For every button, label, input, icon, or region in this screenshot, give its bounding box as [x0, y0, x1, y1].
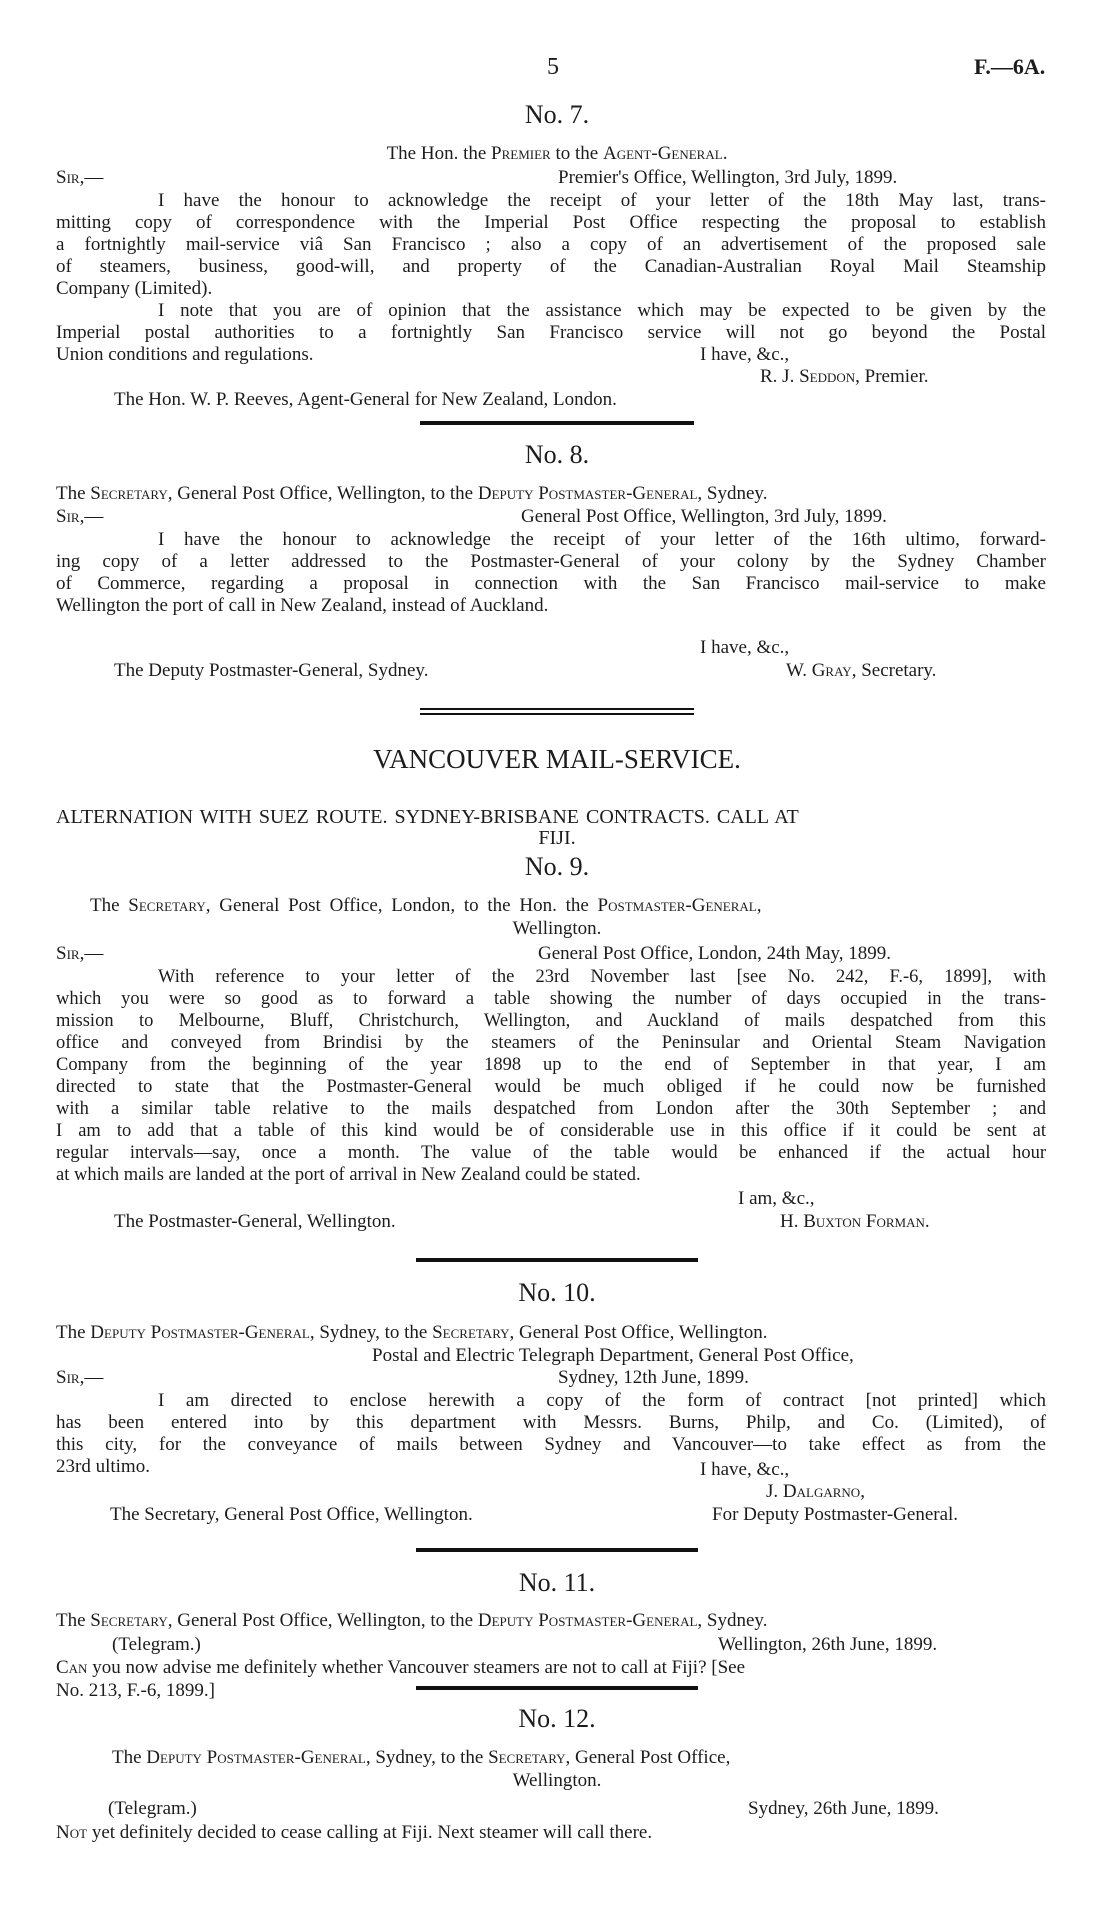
- letter-9-route-line-2: Wellington.: [512, 918, 602, 939]
- letter-10-addressee: The Secretary, General Post Office, Wellington.: [110, 1504, 473, 1525]
- body-line: of steamers, business, good-will, and property of the Canadian-Australian Royal Mail Steamship: [56, 256, 1046, 277]
- body-line: I have the honour to acknowledge the receipt of your letter of the 16th ultimo, forward-: [158, 529, 1046, 550]
- letter-10-closing: I have, &c.,: [700, 1459, 790, 1480]
- double-rule-bottom: [420, 713, 694, 715]
- body-line: I have the honour to acknowledge the receipt of your letter of the 18th May last, trans-: [158, 190, 1046, 211]
- body-line: at which mails are landed at the port of arrival in New Zealand could be stated.: [56, 1165, 641, 1185]
- letter-8-addressee: The Deputy Postmaster-General, Sydney.: [114, 660, 429, 681]
- body-line: With reference to your letter of the 23rd November last [see No. 242, F.-6, 1899], with: [158, 967, 1046, 987]
- letter-8-signature: W. Gray, Secretary.: [786, 660, 937, 681]
- letter-7-number: No. 7.: [524, 100, 590, 129]
- letter-10-route: The Deputy Postmaster-General, Sydney, to the Secretary, General Post Office, Wellington.: [56, 1322, 768, 1343]
- body-line: ing copy of a letter addressed to the Postmaster-General of your colony by the Sydney Chamber: [56, 551, 1046, 572]
- letter-12-mode: (Telegram.): [108, 1798, 197, 1819]
- letter-10-place-date: Sydney, 12th June, 1899.: [558, 1367, 749, 1388]
- letter-8-salutation: Sir,—: [56, 506, 104, 527]
- body-line: with a similar table relative to the mails despatched from London after the 30th September ; and: [56, 1099, 1046, 1119]
- section-subtitle-line-2: FIJI.: [538, 827, 576, 849]
- letter-11-body-line-2: No. 213, F.-6, 1899.]: [56, 1680, 215, 1701]
- letter-8-number: No. 8.: [524, 440, 590, 469]
- letter-9-addressee: The Postmaster-General, Wellington.: [114, 1211, 396, 1232]
- body-line: I am to add that a table of this kind would be of considerable use in this office if it could be sent at: [56, 1121, 1046, 1141]
- body-line: Wellington the port of call in New Zealand, instead of Auckland.: [56, 595, 549, 616]
- letter-10-salutation: Sir,—: [56, 1367, 104, 1388]
- letter-7-body: [56, 190, 1046, 366]
- section-divider: [416, 1686, 698, 1690]
- letter-10-department: Postal and Electric Telegraph Department, General Post Office,: [372, 1345, 854, 1366]
- body-line: regular intervals—say, once a month. The value of the table would be enhanced if the actual hour: [56, 1143, 1046, 1163]
- letter-9-body: [56, 966, 1046, 1186]
- section-divider: [416, 1258, 698, 1262]
- section-divider: [420, 421, 694, 425]
- body-line: I note that you are of opinion that the assistance which may be expected to be given by the: [158, 300, 1046, 321]
- letter-12-number: No. 12.: [518, 1704, 596, 1733]
- body-line: directed to state that the Postmaster-General would be much obliged if he could now be furnished: [56, 1077, 1046, 1097]
- body-line: mission to Melbourne, Bluff, Christchurch, Wellington, and Auckland of mails despatched from this: [56, 1011, 1046, 1031]
- letter-12-place-date: Sydney, 26th June, 1899.: [748, 1798, 939, 1819]
- body-line: Union conditions and regulations.: [56, 344, 314, 365]
- section-subtitle-line-1: ALTERNATION WITH SUEZ ROUTE. SYDNEY-BRISBANE CONTRACTS. CALL AT: [56, 806, 799, 828]
- body-line: Imperial postal authorities to a fortnightly San Francisco service will not go beyond the Postal: [56, 322, 1046, 343]
- letter-9-route: The Secretary, General Post Office, London, to the Hon. the Postmaster-General,: [90, 895, 762, 916]
- letter-9-place-date: General Post Office, London, 24th May, 1899.: [538, 943, 892, 964]
- letter-8-route: The Secretary, General Post Office, Wellington, to the Deputy Postmaster-General, Sydney.: [56, 483, 768, 504]
- letter-11-body-line-1: Can you now advise me definitely whether Vancouver steamers are not to call at Fiji? [See: [56, 1657, 746, 1678]
- letter-9-closing: I am, &c.,: [738, 1188, 815, 1209]
- letter-7-salutation: Sir,—: [56, 167, 104, 188]
- letter-12-body: Not yet definitely decided to cease calling at Fiji. Next steamer will call there.: [56, 1822, 653, 1843]
- letter-7-route: The Hon. the Premier to the Agent-General.: [386, 143, 728, 164]
- double-rule-top: [420, 708, 694, 710]
- body-line: I am directed to enclose herewith a copy of the form of contract [not printed] which: [158, 1390, 1046, 1411]
- letter-12-route-line-2: Wellington.: [512, 1770, 602, 1791]
- letter-11-number: No. 11.: [518, 1568, 596, 1597]
- body-line: 23rd ultimo.: [56, 1456, 150, 1477]
- letter-11-place-date: Wellington, 26th June, 1899.: [718, 1634, 938, 1655]
- body-line: Company from the beginning of the year 1898 up to the end of September in that year, I am: [56, 1055, 1046, 1075]
- body-line: Company (Limited).: [56, 278, 213, 299]
- body-line: a fortnightly mail-service viâ San Francisco ; also a copy of an advertisement of the proposed sale: [56, 234, 1046, 255]
- letter-12-route: The Deputy Postmaster-General, Sydney, to the Secretary, General Post Office,: [112, 1747, 731, 1768]
- letter-10-signature-line-2: For Deputy Postmaster-General.: [712, 1504, 959, 1525]
- page-number: 5: [547, 54, 559, 80]
- body-line: mitting copy of correspondence with the Imperial Post Office respecting the proposal to establish: [56, 212, 1046, 233]
- letter-9-signature: H. Buxton Forman.: [780, 1211, 930, 1232]
- letter-9-salutation: Sir,—: [56, 943, 104, 964]
- letter-10-signature: J. Dalgarno,: [766, 1481, 865, 1502]
- body-line: office and conveyed from Brindisi by the steamers of the Peninsular and Oriental Steam Navigation: [56, 1033, 1046, 1053]
- letter-8-body: [56, 529, 1046, 617]
- body-line: which you were so good as to forward a table showing the number of days occupied in the trans-: [56, 989, 1046, 1009]
- body-line: of Commerce, regarding a proposal in connection with the San Francisco mail-service to make: [56, 573, 1046, 594]
- letter-7-signature: R. J. Seddon, Premier.: [760, 366, 929, 387]
- body-line: has been entered into by this department with Messrs. Burns, Philp, and Co. (Limited), of: [56, 1412, 1046, 1433]
- letter-9-number: No. 9.: [524, 852, 590, 881]
- letter-11-route: The Secretary, General Post Office, Wellington, to the Deputy Postmaster-General, Sydney.: [56, 1610, 768, 1631]
- section-divider: [416, 1548, 698, 1552]
- letter-7-closing: I have, &c.,: [700, 344, 790, 365]
- document-reference: F.—6A.: [974, 54, 1046, 79]
- letter-10-number: No. 10.: [518, 1278, 596, 1307]
- letter-7-addressee: The Hon. W. P. Reeves, Agent-General for New Zealand, London.: [114, 389, 617, 410]
- letter-8-place-date: General Post Office, Wellington, 3rd July, 1899.: [521, 506, 887, 527]
- letter-7-place-date: Premier's Office, Wellington, 3rd July, 1899.: [558, 167, 898, 188]
- body-line: this city, for the conveyance of mails between Sydney and Vancouver—to take effect as from the: [56, 1434, 1046, 1455]
- letter-10-body: [56, 1390, 1046, 1478]
- letter-8-closing: I have, &c.,: [700, 637, 790, 658]
- letter-11-mode: (Telegram.): [112, 1634, 201, 1655]
- section-title: VANCOUVER MAIL-SERVICE.: [373, 744, 741, 774]
